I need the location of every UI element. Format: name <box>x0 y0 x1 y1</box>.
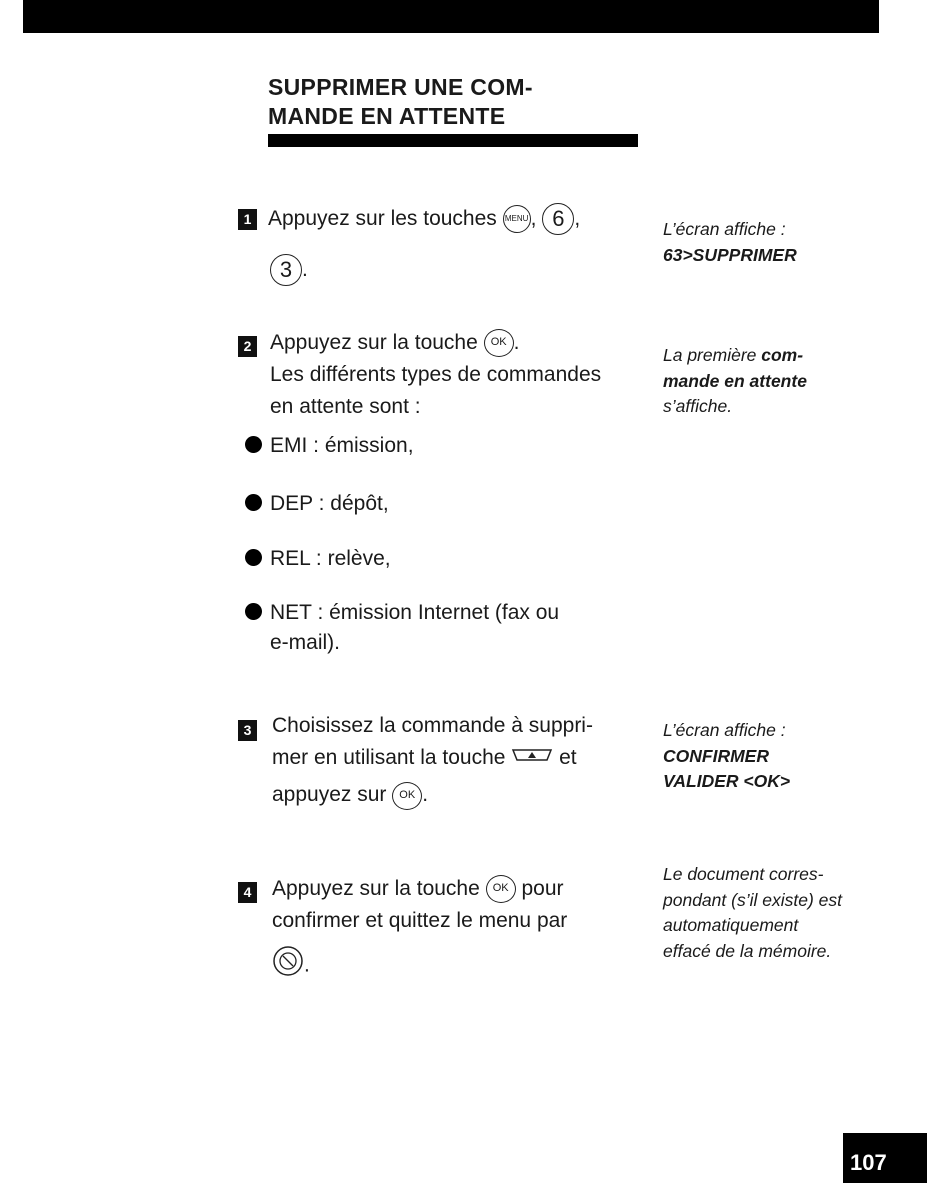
bullet-4-continuation: e-mail). <box>270 631 341 654</box>
step-4-note-line-2: pondant (s’il existe) est <box>663 889 842 910</box>
bullet-item <box>245 430 414 462</box>
bullet-dot-icon <box>245 603 262 620</box>
step-1-text-before: Appuyez sur les touches <box>268 207 503 230</box>
step-4-line-1-after: pour <box>515 877 564 900</box>
step-2-note-line-1 <box>663 343 807 369</box>
step-4-end: . <box>304 953 310 977</box>
title-line-1: SUPPRIMER UNE COM- <box>268 74 533 100</box>
step-4-line-1 <box>272 873 567 905</box>
menu-key-icon: MENU <box>503 205 531 233</box>
step-3-note-valider: VALIDER <OK> <box>663 771 791 791</box>
step-3-end: . <box>422 783 429 807</box>
step-2-note-line-3: s’affiche. <box>663 396 733 416</box>
step-3-text <box>272 710 593 811</box>
step-4-note-line-4: effacé de la mémoire. <box>663 940 832 961</box>
bullet-dot-icon <box>245 436 262 453</box>
step-3-line-3-before: appuyez sur <box>272 783 393 807</box>
step-3-note <box>663 718 790 795</box>
step-3-number: 3 <box>238 720 257 741</box>
step-3-line-2-after: et <box>553 746 577 769</box>
step-1-note-line-1: L’écran affiche : <box>663 219 786 239</box>
key-3-icon: 3 <box>270 254 302 286</box>
step-2-text <box>270 327 601 423</box>
step-1-note-line-2 <box>663 243 797 269</box>
step-4-line-1-before: Appuyez sur la touche <box>272 877 486 900</box>
stop-key-icon <box>272 945 304 987</box>
bullet-text: DEP : dépôt, <box>270 492 389 515</box>
step-2-line-2: Les différents types de commandes <box>270 363 602 386</box>
step-3-line-3 <box>272 779 593 811</box>
step-2-note-line-2 <box>663 369 807 395</box>
step-4-text <box>272 873 567 987</box>
step-2-note-c: mande en attente <box>663 370 807 391</box>
bullet-item <box>245 488 389 520</box>
step-2-note <box>663 343 807 420</box>
title-underline-bar <box>268 134 638 147</box>
bullet-item <box>245 543 391 575</box>
step-3-line-1: Choisissez la commande à suppri- <box>272 714 593 737</box>
bullet-text: EMI : émission, <box>270 434 414 457</box>
bullet-text: REL : relève, <box>270 547 391 570</box>
step-1-number: 1 <box>238 209 257 230</box>
bullet-dot-icon <box>245 549 262 566</box>
key-6-icon: 6 <box>542 203 574 235</box>
step-4-note <box>663 862 842 964</box>
step-2-number: 2 <box>238 336 257 357</box>
header-bar <box>23 0 879 33</box>
step-4-line-3 <box>272 945 567 987</box>
step-4-note-line-3: automatiquement <box>663 915 799 935</box>
step-3-line-2-before: mer en utilisant la touche <box>272 746 512 769</box>
step-1-note-screen-text: 63>SUPPRIMER <box>663 244 797 265</box>
step-4-number: 4 <box>238 882 257 903</box>
step-3-note-line-1: L’écran affiche : <box>663 720 786 740</box>
step-2-line-1 <box>270 327 601 359</box>
step-3-note-confirmer: CONFIRMER <box>663 745 769 766</box>
step-1-end: . <box>302 258 308 281</box>
step-2-note-b: com- <box>761 345 804 365</box>
step-1-note <box>663 217 797 268</box>
step-2-note-a: La première <box>663 345 762 365</box>
ok-key-icon: OK <box>484 329 514 357</box>
step-1-sep-2: , <box>574 207 581 230</box>
page-number: 107 <box>850 1150 887 1175</box>
step-4-line-2: confirmer et quittez le menu par <box>272 909 568 932</box>
step-3-note-line-3 <box>663 769 790 795</box>
bullet-item <box>245 597 559 629</box>
ok-key-icon: OK <box>392 782 422 810</box>
step-1-text-line-2 <box>270 254 308 286</box>
step-1-text <box>268 203 580 235</box>
step-3-note-line-2 <box>663 744 790 770</box>
section-title <box>268 73 533 131</box>
step-1-sep-1: , <box>530 207 543 230</box>
step-4-note-line-1: Le document corres- <box>663 864 824 884</box>
step-2-text-before: Appuyez sur la touche <box>270 331 484 354</box>
bullet-dot-icon <box>245 494 262 511</box>
step-2-line-3: en attente sont : <box>270 395 421 418</box>
title-line-2: MANDE EN ATTENTE <box>268 103 506 129</box>
bullet-text: NET : émission Internet (fax ou <box>270 601 560 624</box>
ok-key-icon: OK <box>486 875 516 903</box>
step-3-line-2 <box>272 742 593 774</box>
up-arrow-key-icon <box>511 742 553 774</box>
step-2-end: . <box>513 331 520 354</box>
